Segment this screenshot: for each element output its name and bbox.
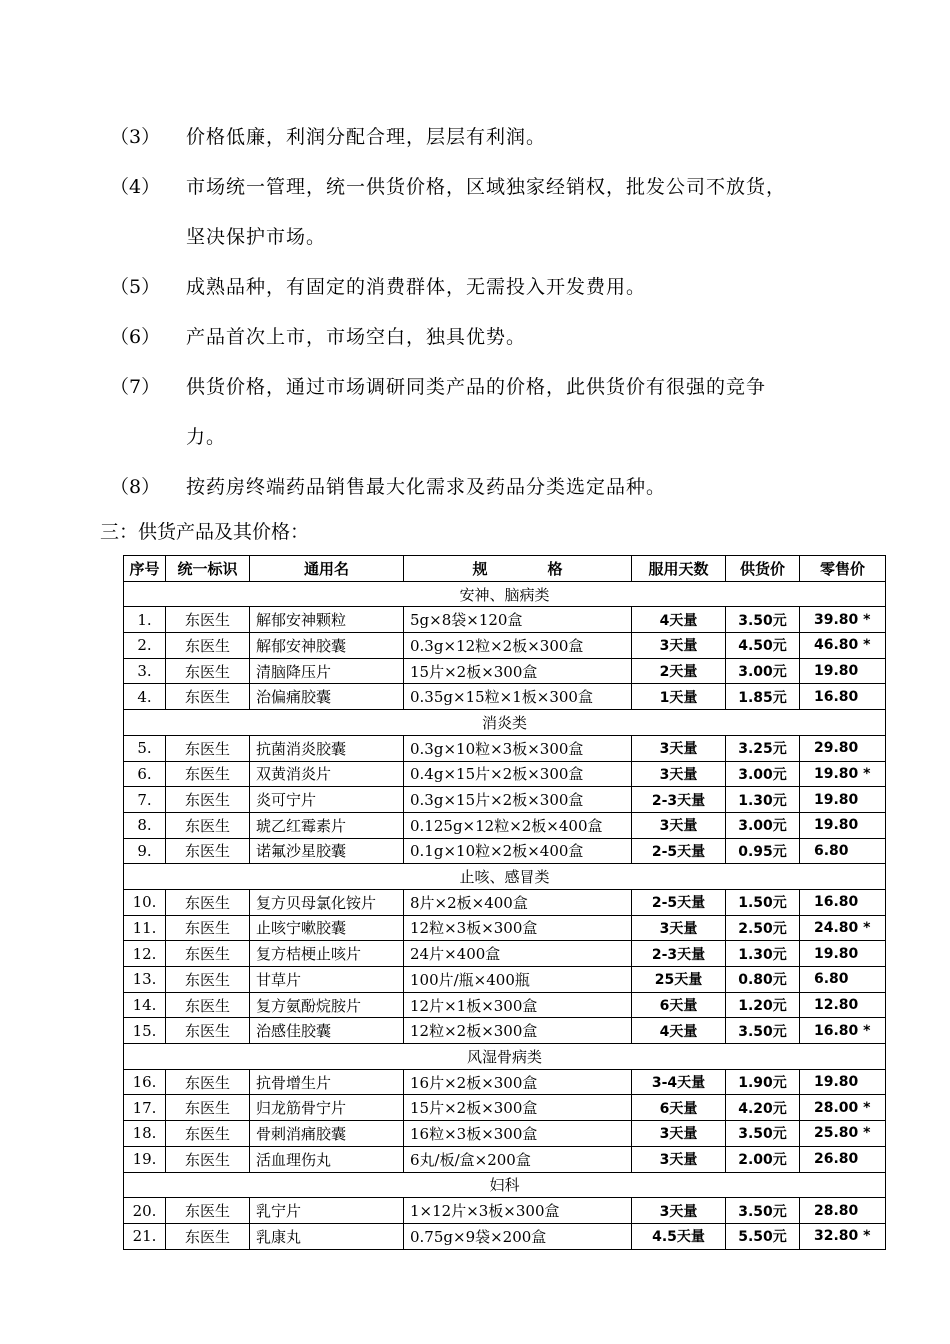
table-cell: 15. [124, 1018, 166, 1044]
category-label: 妇科 [124, 1172, 886, 1198]
table-cell: 活血理伤丸 [250, 1146, 404, 1172]
table-cell: 东医生 [166, 967, 250, 993]
table-cell: 3.25元 [726, 735, 800, 761]
table-cell: 东医生 [166, 735, 250, 761]
category-label: 风湿骨病类 [124, 1044, 886, 1070]
table-cell: 19.80 [800, 787, 886, 813]
table-cell: 2. [124, 633, 166, 659]
table-cell: 复方贝母氯化铵片 [250, 889, 404, 915]
table-cell: 3.50元 [726, 1121, 800, 1147]
table-cell: 32.80 * [800, 1223, 886, 1249]
table-cell: 3.00元 [726, 812, 800, 838]
table-cell: 炎可宁片 [250, 787, 404, 813]
table-header-cell: 规 格 [404, 556, 632, 582]
table-row [124, 1095, 886, 1121]
table-cell: 16.80 * [800, 1018, 886, 1044]
table-cell: 4. [124, 684, 166, 710]
table-cell: 10. [124, 889, 166, 915]
table-cell: 1.30元 [726, 787, 800, 813]
table-row [124, 1198, 886, 1224]
table-cell: 5. [124, 735, 166, 761]
table-cell: 5.50元 [726, 1223, 800, 1249]
requirements-list [110, 112, 890, 512]
table-cell: 4天量 [632, 607, 726, 633]
table-cell: 诺氟沙星胶囊 [250, 838, 404, 864]
table-cell: 12. [124, 941, 166, 967]
table-row [124, 889, 886, 915]
table-row [124, 633, 886, 659]
table-cell: 19.80 [800, 941, 886, 967]
table-row [124, 838, 886, 864]
table-cell: 16片×2板×300盒 [404, 1069, 632, 1095]
table-cell: 100片/瓶×400瓶 [404, 967, 632, 993]
table-header-cell: 零售价 [800, 556, 886, 582]
table-cell: 1.85元 [726, 684, 800, 710]
table-cell: 东医生 [166, 1198, 250, 1224]
table-cell: 7. [124, 787, 166, 813]
table-cell: 16.80 [800, 889, 886, 915]
table-cell: 0.3g×10粒×3板×300盒 [404, 735, 632, 761]
table-cell: 2-3天量 [632, 787, 726, 813]
table-row [124, 1146, 886, 1172]
table-cell: 止咳宁嗽胶囊 [250, 915, 404, 941]
list-item-number: （5） [110, 276, 161, 298]
table-cell: 29.80 [800, 735, 886, 761]
list-item [110, 212, 890, 262]
list-item-number: （4） [110, 176, 161, 198]
category-row [124, 710, 886, 736]
table-cell: 5g×8袋×120盒 [404, 607, 632, 633]
table-cell: 12.80 [800, 992, 886, 1018]
table-header-cell: 统一标识 [166, 556, 250, 582]
category-label: 消炎类 [124, 710, 886, 736]
table-row [124, 787, 886, 813]
table-cell: 抗骨增生片 [250, 1069, 404, 1095]
table-cell: 19.80 [800, 812, 886, 838]
table-cell: 4.20元 [726, 1095, 800, 1121]
table-cell: 0.4g×15片×2板×300盒 [404, 761, 632, 787]
table-row [124, 812, 886, 838]
list-item [110, 162, 890, 212]
table-cell: 18. [124, 1121, 166, 1147]
table-cell: 0.3g×12粒×2板×300盒 [404, 633, 632, 659]
table-cell: 19.80 [800, 1069, 886, 1095]
table-cell: 3天量 [632, 1121, 726, 1147]
table-cell: 0.35g×15粒×1板×300盒 [404, 684, 632, 710]
table-cell: 20. [124, 1198, 166, 1224]
table-cell: 13. [124, 967, 166, 993]
table-cell: 2-5天量 [632, 838, 726, 864]
table-cell: 3. [124, 658, 166, 684]
list-item [110, 312, 890, 362]
table-cell: 15片×2板×300盒 [404, 1095, 632, 1121]
table-cell: 东医生 [166, 812, 250, 838]
table-cell: 0.80元 [726, 967, 800, 993]
table-row [124, 761, 886, 787]
table-cell: 琥乙红霉素片 [250, 812, 404, 838]
table-cell: 6. [124, 761, 166, 787]
table-cell: 12粒×3板×300盒 [404, 915, 632, 941]
table-row [124, 1121, 886, 1147]
table-row [124, 735, 886, 761]
table-cell: 归龙筋骨宁片 [250, 1095, 404, 1121]
list-item-text: 力。 [186, 426, 227, 448]
table-cell: 6天量 [632, 992, 726, 1018]
table-row [124, 941, 886, 967]
list-item-text: 价格低廉，利润分配合理，层层有利润。 [186, 126, 547, 148]
table-cell: 东医生 [166, 889, 250, 915]
table-cell: 0.125g×12粒×2板×400盒 [404, 812, 632, 838]
table-cell: 4天量 [632, 1018, 726, 1044]
list-item-text: 供货价格，通过市场调研同类产品的价格，此供货价有很强的竞争 [186, 376, 767, 398]
table-cell: 东医生 [166, 787, 250, 813]
table-cell: 12粒×2板×300盒 [404, 1018, 632, 1044]
table-cell: 3天量 [632, 915, 726, 941]
table-cell: 甘草片 [250, 967, 404, 993]
table-cell: 3天量 [632, 1146, 726, 1172]
table-header-row [124, 556, 886, 582]
table-cell: 4.50元 [726, 633, 800, 659]
table-row [124, 658, 886, 684]
table-cell: 东医生 [166, 1095, 250, 1121]
table-row [124, 1223, 886, 1249]
table-cell: 乳宁片 [250, 1198, 404, 1224]
table-cell: 3天量 [632, 761, 726, 787]
table-cell: 0.1g×10粒×2板×400盒 [404, 838, 632, 864]
table-cell: 治感佳胶囊 [250, 1018, 404, 1044]
table-cell: 东医生 [166, 633, 250, 659]
table-cell: 2天量 [632, 658, 726, 684]
list-item [110, 262, 890, 312]
table-cell: 2-3天量 [632, 941, 726, 967]
list-item [110, 412, 890, 462]
table-cell: 46.80 * [800, 633, 886, 659]
table-cell: 骨刺消痛胶囊 [250, 1121, 404, 1147]
list-item-text: 市场统一管理，统一供货价格，区域独家经销权，批发公司不放货， [186, 176, 787, 198]
table-cell: 东医生 [166, 915, 250, 941]
category-row [124, 1044, 886, 1070]
table-cell: 6丸/板/盒×200盒 [404, 1146, 632, 1172]
table-cell: 东医生 [166, 1223, 250, 1249]
table-cell: 解郁安神颗粒 [250, 607, 404, 633]
list-item [110, 462, 890, 512]
table-cell: 21. [124, 1223, 166, 1249]
table-cell: 东医生 [166, 992, 250, 1018]
list-item-text: 成熟品种，有固定的消费群体，无需投入开发费用。 [186, 276, 647, 298]
list-item-number [110, 412, 186, 462]
table-cell: 清脑降压片 [250, 658, 404, 684]
table-cell: 1.90元 [726, 1069, 800, 1095]
table-cell: 19.80 [800, 658, 886, 684]
table-cell: 14. [124, 992, 166, 1018]
table-row [124, 967, 886, 993]
category-row [124, 581, 886, 607]
list-item-number: （8） [110, 476, 161, 498]
table-header-cell: 供货价 [726, 556, 800, 582]
table-cell: 3.50元 [726, 607, 800, 633]
table-cell: 3.00元 [726, 761, 800, 787]
table-cell: 1×12片×3板×300盒 [404, 1198, 632, 1224]
table-row [124, 684, 886, 710]
table-cell: 东医生 [166, 1146, 250, 1172]
table-cell: 东医生 [166, 838, 250, 864]
table-cell: 0.75g×9袋×200盒 [404, 1223, 632, 1249]
table-cell: 24片×400盒 [404, 941, 632, 967]
category-label: 止咳、感冒类 [124, 864, 886, 890]
category-row [124, 864, 886, 890]
table-cell: 6.80 [800, 838, 886, 864]
table-cell: 2-5天量 [632, 889, 726, 915]
table-cell: 东医生 [166, 761, 250, 787]
table-cell: 25.80 * [800, 1121, 886, 1147]
table-cell: 3天量 [632, 735, 726, 761]
list-item-number: （6） [110, 326, 161, 348]
table-cell: 15片×2板×300盒 [404, 658, 632, 684]
table-cell: 39.80 * [800, 607, 886, 633]
table-cell: 复方桔梗止咳片 [250, 941, 404, 967]
list-item-text: 产品首次上市，市场空白，独具优势。 [186, 326, 527, 348]
table-header-cell: 序号 [124, 556, 166, 582]
table-row [124, 1069, 886, 1095]
table-cell: 东医生 [166, 1018, 250, 1044]
table-cell: 复方氨酚烷胺片 [250, 992, 404, 1018]
table-cell: 4.5天量 [632, 1223, 726, 1249]
table-header-cell: 服用天数 [632, 556, 726, 582]
table-cell: 28.80 [800, 1198, 886, 1224]
category-label: 安神、脑病类 [124, 581, 886, 607]
table-cell: 1天量 [632, 684, 726, 710]
table-row [124, 607, 886, 633]
table-cell: 6.80 [800, 967, 886, 993]
table-cell: 抗菌消炎胶囊 [250, 735, 404, 761]
table-cell: 3.50元 [726, 1198, 800, 1224]
table-cell: 8. [124, 812, 166, 838]
table-cell: 8片×2板×400盒 [404, 889, 632, 915]
table-cell: 9. [124, 838, 166, 864]
table-cell: 1.50元 [726, 889, 800, 915]
table-row [124, 915, 886, 941]
table-cell: 3天量 [632, 1198, 726, 1224]
table-cell: 26.80 [800, 1146, 886, 1172]
table-cell: 3-4天量 [632, 1069, 726, 1095]
list-item-number [110, 212, 186, 262]
table-cell: 3.00元 [726, 658, 800, 684]
table-cell: 16. [124, 1069, 166, 1095]
table-cell: 0.3g×15片×2板×300盒 [404, 787, 632, 813]
product-price-table [123, 555, 886, 1250]
list-item-text: 坚决保护市场。 [186, 226, 327, 248]
table-cell: 3天量 [632, 812, 726, 838]
table-cell: 2.50元 [726, 915, 800, 941]
section-title: 三：供货产品及其价格： [100, 521, 310, 543]
table-cell: 1.20元 [726, 992, 800, 1018]
table-cell: 12片×1板×300盒 [404, 992, 632, 1018]
list-item [110, 112, 890, 162]
table-cell: 东医生 [166, 1069, 250, 1095]
table-cell: 16.80 [800, 684, 886, 710]
list-item-number: （7） [110, 376, 161, 398]
table-row [124, 992, 886, 1018]
table-cell: 双黄消炎片 [250, 761, 404, 787]
table-cell: 6天量 [632, 1095, 726, 1121]
table-cell: 24.80 * [800, 915, 886, 941]
table-cell: 2.00元 [726, 1146, 800, 1172]
table-cell: 东医生 [166, 607, 250, 633]
table-cell: 0.95元 [726, 838, 800, 864]
table-cell: 11. [124, 915, 166, 941]
list-item [110, 362, 890, 412]
table-cell: 28.00 * [800, 1095, 886, 1121]
table-cell: 1. [124, 607, 166, 633]
table-cell: 治偏痛胶囊 [250, 684, 404, 710]
table-cell: 16粒×3板×300盒 [404, 1121, 632, 1147]
table-cell: 东医生 [166, 658, 250, 684]
list-item-text: 按药房终端药品销售最大化需求及药品分类选定品种。 [186, 476, 667, 498]
table-cell: 1.30元 [726, 941, 800, 967]
table-cell: 17. [124, 1095, 166, 1121]
table-cell: 东医生 [166, 941, 250, 967]
table-cell: 乳康丸 [250, 1223, 404, 1249]
table-cell: 3天量 [632, 633, 726, 659]
table-cell: 19.80 * [800, 761, 886, 787]
table-cell: 19. [124, 1146, 166, 1172]
table-cell: 解郁安神胶囊 [250, 633, 404, 659]
category-row [124, 1172, 886, 1198]
table-header-cell: 通用名 [250, 556, 404, 582]
table-cell: 东医生 [166, 1121, 250, 1147]
table-cell: 25天量 [632, 967, 726, 993]
table-cell: 3.50元 [726, 1018, 800, 1044]
list-item-number: （3） [110, 126, 161, 148]
table-cell: 东医生 [166, 684, 250, 710]
table-row [124, 1018, 886, 1044]
